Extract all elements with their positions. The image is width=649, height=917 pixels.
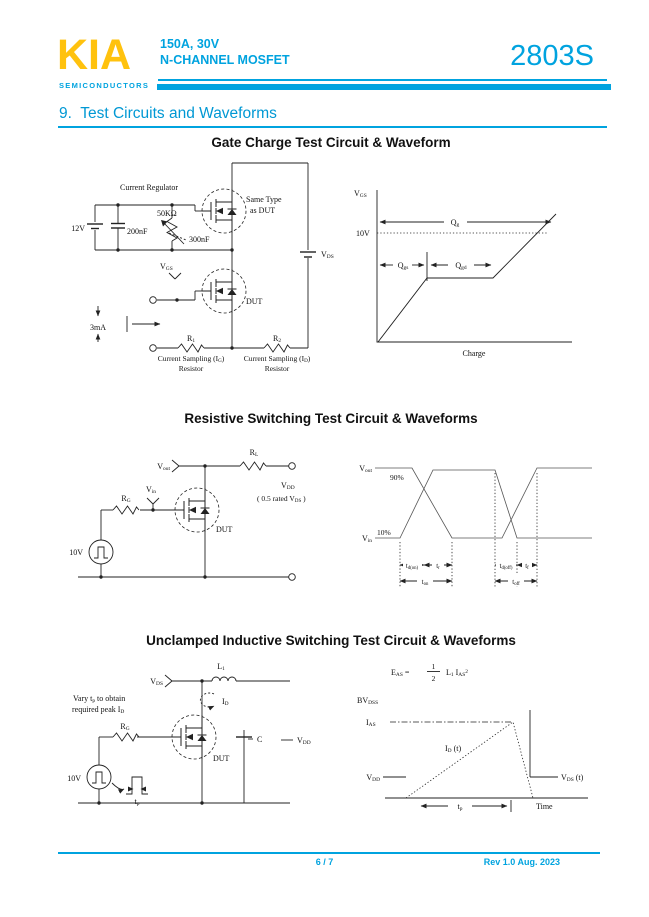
vin-label: Vin [145, 485, 157, 495]
supply-label: 12V [71, 224, 85, 233]
pot-label: 50KΩ [157, 209, 177, 218]
tr-label: tr [436, 562, 440, 571]
fig1-circuit [71, 163, 334, 373]
footer-rule [58, 852, 600, 854]
same-type-label-2: as DUT [250, 206, 276, 215]
dut-label: DUT [213, 754, 230, 763]
wave2-vout-label: Vout [359, 464, 372, 474]
fig3-circuit [67, 662, 310, 807]
device-type: N-CHANNEL MOSFET [160, 53, 290, 67]
pulse-source-label: 10V [67, 774, 81, 783]
level-10-label: 10% [377, 528, 391, 537]
page-number: 6 / 7 [315, 857, 334, 867]
fig2-waveform [359, 464, 592, 588]
tdon-label: td(on) [405, 562, 419, 571]
vdd-label: VDD [297, 736, 311, 746]
qg-label: Qg [450, 218, 460, 228]
wave1-xlabel: Charge [462, 349, 486, 358]
mosfet-dut [172, 715, 216, 759]
wave1-ylabel: VGS [354, 189, 367, 199]
dut-label: DUT [216, 525, 233, 534]
fig1-waveform [354, 189, 572, 358]
brand-subtitle: SEMICONDUCTORS [59, 81, 150, 90]
toff-label: toff [512, 578, 520, 587]
fig2-title: Resistive Switching Test Circuit & Waveforms [184, 411, 478, 426]
brand-logo: KIA [57, 31, 132, 79]
cap-label: C [257, 735, 263, 744]
bias-label: 3mA [90, 323, 106, 332]
rg-label: RG [121, 494, 131, 504]
tp-pulse-label: tp [134, 797, 140, 807]
sampling-d-label: Current Sampling (ID) [243, 354, 311, 364]
rg-label: RG [120, 722, 130, 732]
fraction-denominator: 2 [431, 674, 436, 683]
sampling-g-label: Current Sampling (IG) [157, 354, 225, 364]
rl-label: RL [249, 448, 259, 458]
rated-label: ( 0.5 rated VDS ) [257, 494, 306, 504]
vout-label: Vout [157, 462, 170, 472]
fig3-title: Unclamped Inductive Switching Test Circuit & Waveforms [146, 633, 516, 648]
resistor-label-2: Resistor [264, 364, 290, 373]
vgs-label: VGS [160, 262, 173, 272]
fig3-waveform [357, 662, 588, 812]
vds-supply-label: VDS [321, 250, 334, 260]
section-title: 9. Test Circuits and Waveforms [59, 105, 277, 122]
qgd-label: Qgd [455, 261, 467, 271]
bvdss-label: BVDSS [357, 696, 379, 706]
pulse-source-label: 10V [69, 548, 83, 557]
mosfet-regulator [202, 189, 246, 233]
r1-label: R1 [186, 334, 196, 344]
mosfet-dut [175, 488, 219, 532]
inductor-label: L1 [217, 662, 225, 672]
resistor-label-1: Resistor [178, 364, 204, 373]
tf-label: tf [525, 562, 529, 571]
eas-formula-rhs: L1 IAS2 [446, 668, 468, 678]
eas-formula-lhs: EAS = [391, 668, 410, 678]
dut-label: DUT [246, 297, 263, 306]
wave1-10v-label: 10V [356, 229, 370, 238]
vdst-label: VDS (t) [561, 773, 584, 783]
ton-label: ton [421, 578, 429, 587]
revision-label: Rev 1.0 Aug. 2023 [483, 857, 560, 867]
cap2-label: 300nF [189, 235, 210, 244]
idt-label: ID (t) [445, 744, 462, 754]
fig1-title: Gate Charge Test Circuit & Waveform [211, 135, 451, 150]
vdd-label: VDD [281, 481, 295, 491]
tp-width-label: tp [457, 802, 463, 812]
regulator-label: Current Regulator [120, 183, 178, 192]
wave2-vin-label: Vin [361, 534, 372, 544]
cap1-label: 200nF [127, 227, 148, 236]
vds-probe-label: VDS [150, 677, 163, 687]
ias-label: IAS [366, 718, 376, 728]
note-line-1: Vary tp to obtain [73, 694, 126, 704]
level-90-label: 90% [390, 473, 404, 482]
fig2-circuit [69, 448, 306, 580]
note-line-2: required peak ID [72, 705, 125, 715]
fraction-numerator: 1 [431, 662, 436, 671]
id-loop-label: ID [222, 697, 229, 707]
mosfet-dut [202, 269, 246, 313]
r2-label: R2 [272, 334, 282, 344]
time-label: Time [536, 802, 553, 811]
same-type-label-1: Same Type [246, 195, 282, 204]
tdoff-label: td(off) [499, 562, 513, 571]
vdd-level-label: VDD [366, 773, 380, 783]
part-number: 2803S [510, 40, 594, 72]
device-rating: 150A, 30V [160, 37, 220, 51]
qgs-label: Qgs [397, 261, 409, 271]
